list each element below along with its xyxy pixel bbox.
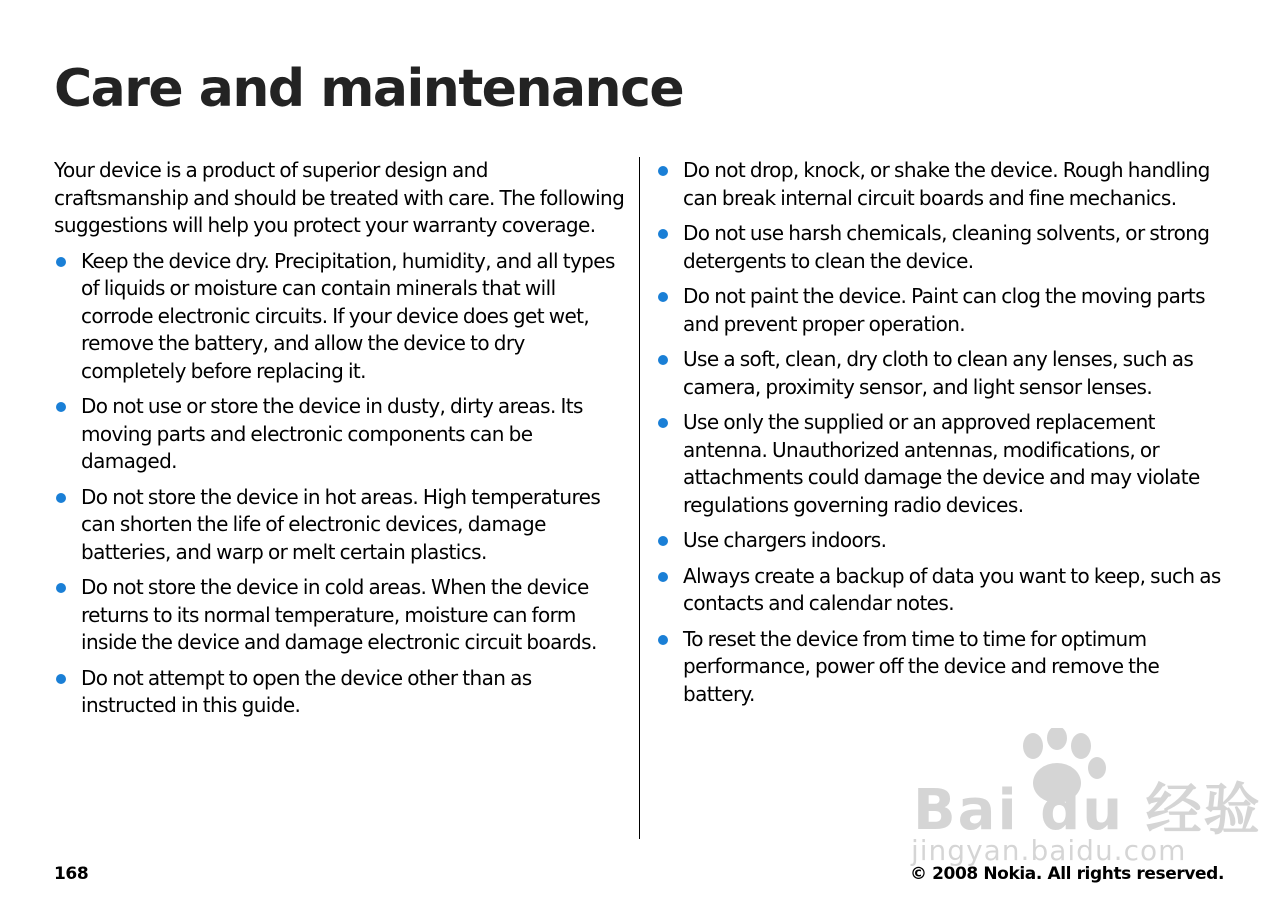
baidu-watermark — [905, 728, 1262, 873]
bullet-dot-icon — [56, 402, 66, 412]
bullet-item — [656, 409, 1230, 519]
bullet-item — [54, 665, 626, 720]
column-divider — [639, 157, 640, 839]
bullet-text: Do not paint the device. Paint can clog the moving parts and prevent proper operation. — [683, 284, 1205, 336]
bullet-dot-icon — [56, 257, 66, 267]
bullet-dot-icon — [56, 493, 66, 503]
bullet-item — [54, 484, 626, 567]
bullet-item — [54, 574, 626, 657]
watermark-url: jingyan.baidu.com — [911, 834, 1187, 867]
bullet-text: Keep the device dry. Precipitation, humidity, and all types of liquids or moisture can contain minerals that will corrode electronic circuits. If your device does get wet, remove the battery, and allow the device to dry completely before replacing it. — [81, 248, 615, 383]
bullet-item — [656, 626, 1230, 709]
bullet-dot-icon — [658, 635, 668, 645]
bullet-item — [656, 157, 1230, 212]
bullet-text: Use a soft, clean, dry cloth to clean any lenses, such as camera, proximity sensor, and light sensor lenses. — [683, 347, 1194, 399]
bullet-dot-icon — [658, 536, 668, 546]
bullet-text: Do not store the device in cold areas. When the device returns to its normal temperature, moisture can form inside the device and damage electronic circuit boards. — [81, 575, 597, 654]
bullet-dot-icon — [56, 674, 66, 684]
bullet-dot-icon — [658, 418, 668, 428]
bullet-text: To reset the device from time to time for optimum performance, power off the device and remove the battery. — [683, 626, 1160, 706]
right-column — [656, 157, 1230, 716]
left-bullet-list — [54, 248, 626, 720]
bullet-item — [656, 220, 1230, 275]
bullet-text: Do not store the device in hot areas. High temperatures can shorten the life of electronic devices, damage batteries, and warp or melt certain plastics. — [81, 484, 601, 564]
page-number: 168 — [54, 864, 89, 884]
intro-paragraph: Your device is a product of superior design and craftsmanship and should be treated with care. The following suggestions will help you protect your warranty coverage. — [54, 158, 625, 237]
left-column — [54, 157, 626, 728]
bullet-item — [656, 563, 1230, 618]
right-bullet-list — [656, 157, 1230, 708]
bullet-dot-icon — [658, 292, 668, 302]
bullet-text: Use chargers indoors. — [683, 528, 887, 552]
bullet-text: Use only the supplied or an approved replacement antenna. Unauthorized antennas, modifications, or attachments could damage the device and may violate regulations governing radio devices. — [683, 410, 1200, 517]
watermark-brand: Bai du 经验 — [913, 778, 1262, 843]
bullet-text: Do not attempt to open the device other than as instructed in this guide. — [81, 665, 532, 717]
bullet-text: Always create a backup of data you want to keep, such as contacts and calendar notes. — [683, 563, 1221, 615]
bullet-dot-icon — [658, 355, 668, 365]
bullet-text: Do not use harsh chemicals, cleaning solvents, or strong detergents to clean the device. — [683, 221, 1210, 273]
bullet-text: Do not use or store the device in dusty, dirty areas. Its moving parts and electronic components can be damaged. — [81, 394, 583, 473]
bullet-dot-icon — [658, 166, 668, 176]
bullet-item — [656, 346, 1230, 401]
bullet-text: Do not drop, knock, or shake the device. Rough handling can break internal circuit boards and fine mechanics. — [683, 158, 1210, 210]
bullet-dot-icon — [56, 583, 66, 593]
bullet-item — [656, 283, 1230, 338]
bullet-dot-icon — [658, 572, 668, 582]
bullet-item — [656, 527, 1230, 555]
page-title: Care and maintenance — [54, 59, 684, 119]
bullet-item — [54, 393, 626, 476]
copyright-notice: © 2008 Nokia. All rights reserved. — [910, 864, 1224, 884]
bullet-dot-icon — [658, 229, 668, 239]
bullet-item — [54, 248, 626, 386]
